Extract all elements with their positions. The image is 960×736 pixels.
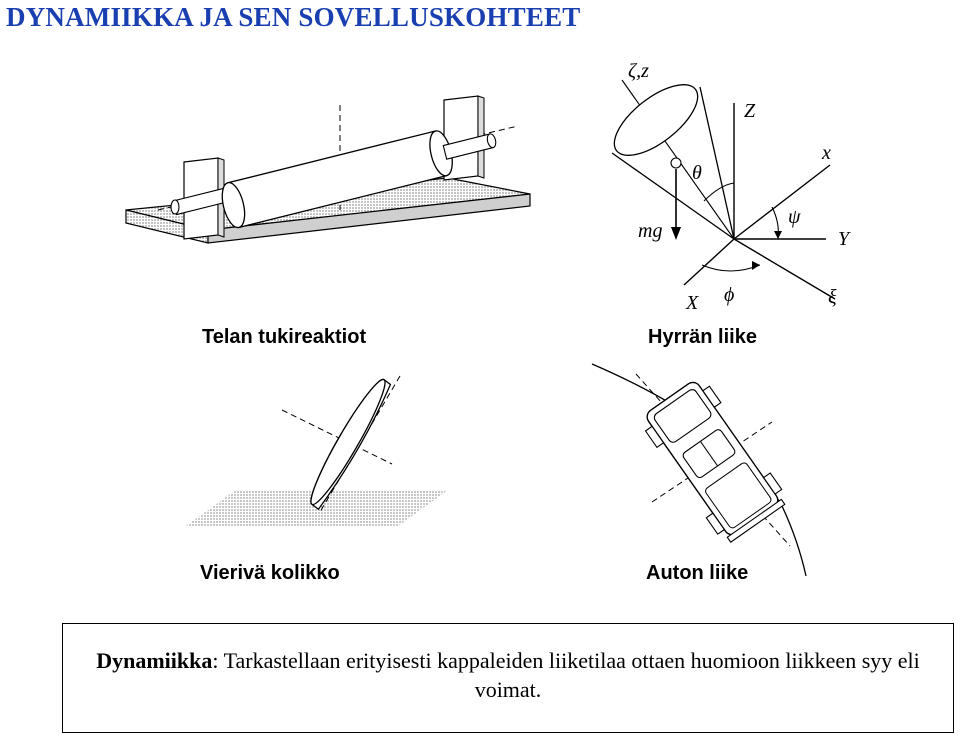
definition-text <box>63 646 953 704</box>
label-psi: ψ <box>788 206 801 228</box>
spinning-top-figure <box>600 55 900 320</box>
label-phi: ϕ <box>724 284 735 306</box>
label-x: x <box>822 142 831 164</box>
caption-car-motion: Auton liike <box>646 562 749 584</box>
label-theta: θ <box>692 162 702 184</box>
label-zeta-z: ζ,z <box>628 60 649 82</box>
roller-support-figure <box>118 90 538 280</box>
definition-term: Dynamiikka <box>96 648 213 673</box>
page-title: DYNAMIIKKA JA SEN SOVELLUSKOHTEET <box>6 2 581 32</box>
car-body <box>637 375 789 546</box>
car-motion-figure <box>586 356 816 581</box>
label-X: X <box>686 292 699 314</box>
caption-spinning-top: Hyrrän liike <box>648 326 757 348</box>
label-Z: Z <box>744 100 756 122</box>
rolling-coin-figure <box>180 368 460 533</box>
caption-rolling-coin: Vierivä kolikko <box>200 562 340 584</box>
label-mg: mg <box>638 220 663 242</box>
label-xi: ξ <box>828 286 837 308</box>
label-Y: Y <box>838 228 850 250</box>
definition-body: : Tarkastellaan erityisesti kappaleiden liiketilaa ottaen huomioon liikkeen syy eli voimat. <box>212 648 920 702</box>
caption-roller: Telan tukireaktiot <box>202 326 367 348</box>
definition-box <box>62 623 954 733</box>
